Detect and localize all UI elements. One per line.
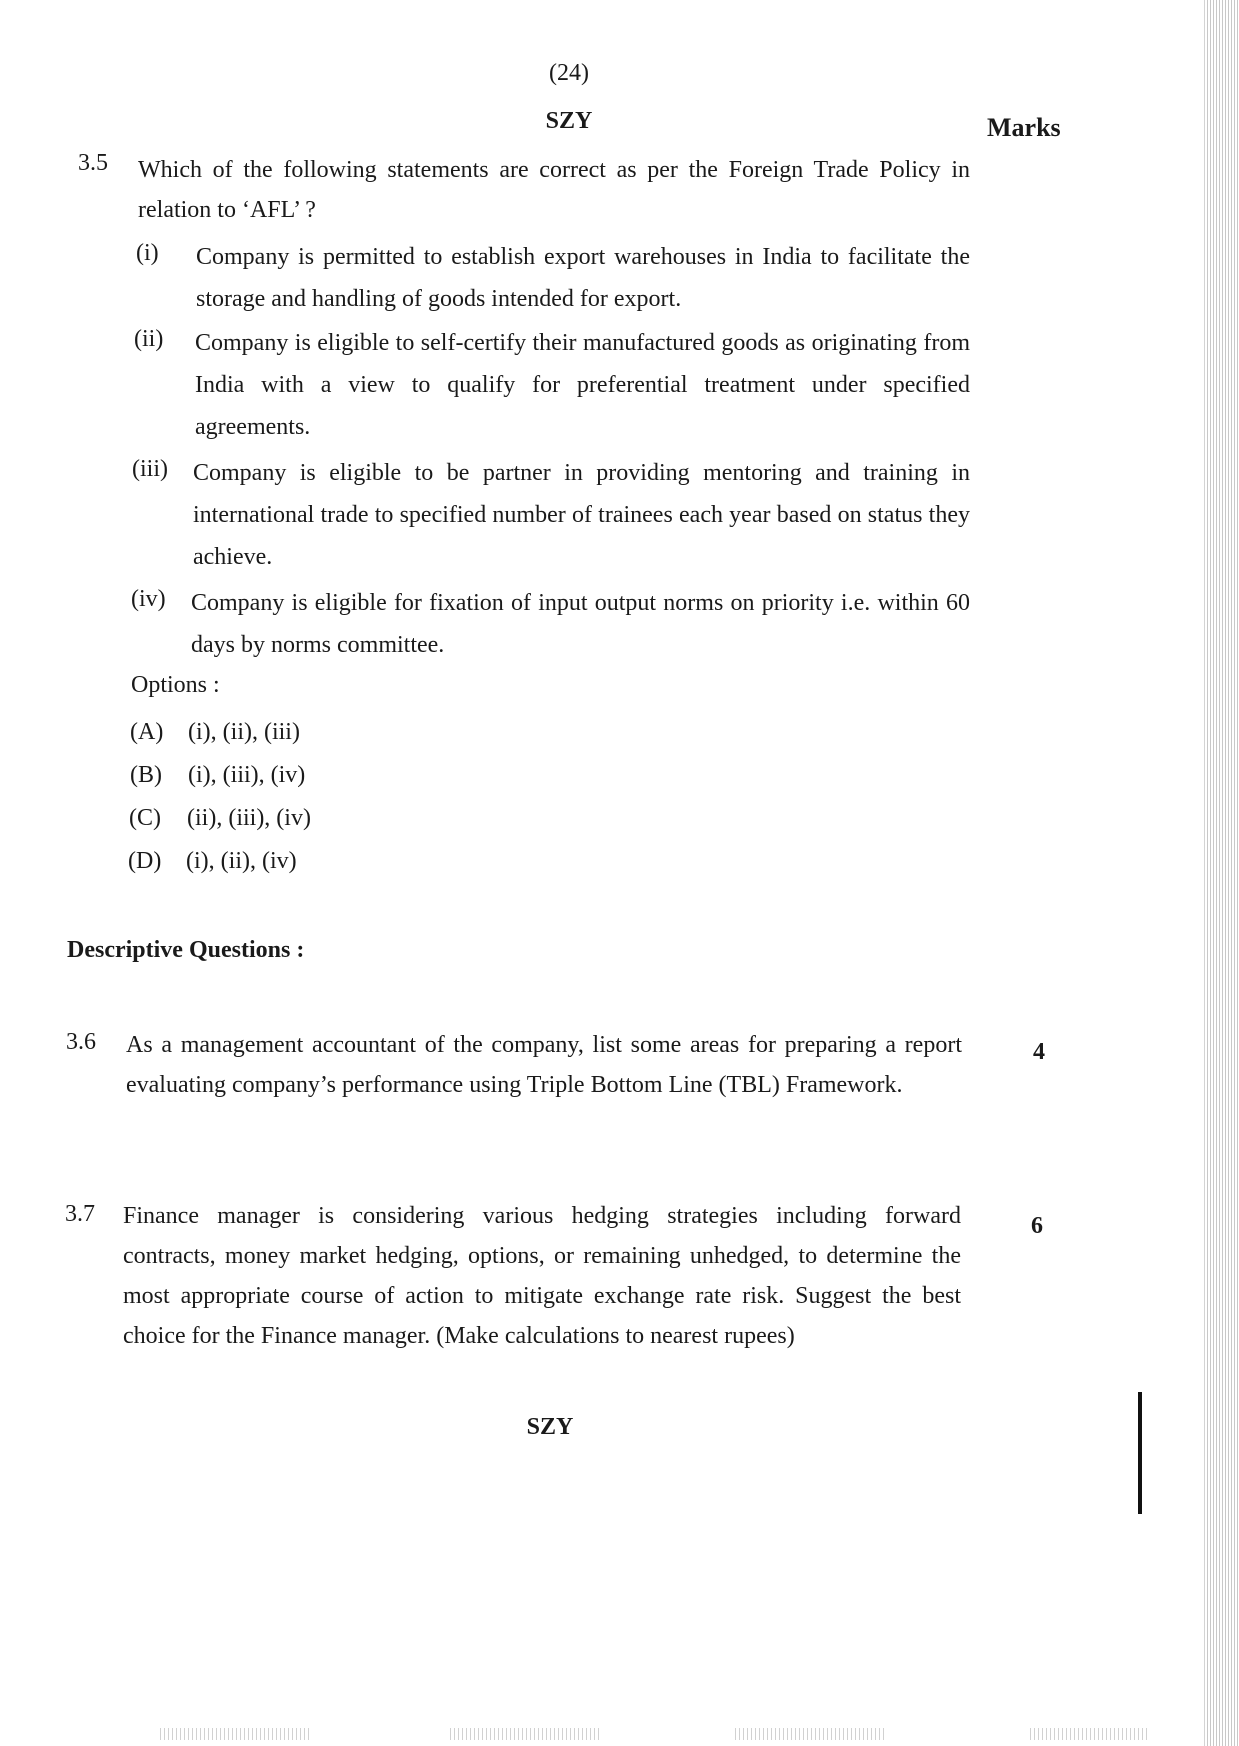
option-row <box>129 805 311 832</box>
option-row <box>128 848 297 875</box>
statement-label: (iii) <box>132 456 168 482</box>
descriptive-questions-heading: Descriptive Questions : <box>67 937 305 963</box>
option-letter: (C) <box>129 805 161 831</box>
paper-code-header: SZY <box>545 108 593 134</box>
scan-noise <box>450 1728 600 1740</box>
statement-label: (i) <box>136 240 159 266</box>
statement-text: Company is eligible to be partner in providing mentoring and training in international trade to specified number of trainees each year based on status they achieve. <box>193 460 970 570</box>
margin-bar <box>1138 1392 1142 1514</box>
scan-edge-line <box>1204 0 1205 1746</box>
scan-edge-stripe <box>1207 0 1239 1746</box>
option-letter: (A) <box>130 719 164 745</box>
statement-text: Company is eligible to self-certify their manufactured goods as originating from India with a view to qualify for preferential treatment under specified agreements. <box>195 330 970 440</box>
page-number: (24) <box>549 60 589 86</box>
scan-noise <box>160 1728 310 1740</box>
question-marks-3-7: 6 <box>1031 1213 1043 1239</box>
statement-text: Company is eligible for fixation of input output norms on priority i.e. within 60 days by norms committee. <box>191 590 970 658</box>
question-text-3-7: Finance manager is considering various hedging strategies including forward contracts, money market hedging, options, or remaining unhedged, to determine the most appropriate course of action to mitigate exchange rate risk. Suggest the best choice for the Finance manager. (Make calculations to nearest rupees) <box>123 1203 961 1349</box>
paper-code-footer: SZY <box>526 1414 574 1440</box>
option-row <box>130 719 300 746</box>
option-text: (i), (ii), (iv) <box>186 848 297 874</box>
question-text-3-6: As a management accountant of the company, list some areas for preparing a report evaluating company’s performance using Triple Bottom Line (TBL) Framework. <box>126 1032 962 1098</box>
question-number-3-6: 3.6 <box>66 1029 96 1055</box>
option-row <box>130 762 305 789</box>
statement-label: (iv) <box>131 586 166 612</box>
option-text: (i), (iii), (iv) <box>188 762 306 788</box>
scan-noise <box>1030 1728 1150 1740</box>
option-letter: (D) <box>128 848 162 874</box>
options-heading: Options : <box>131 672 220 698</box>
option-letter: (B) <box>130 762 162 788</box>
scan-noise <box>735 1728 885 1740</box>
question-text-3-5: Which of the following statements are correct as per the Foreign Trade Policy in relation to ‘AFL’ ? <box>138 157 970 223</box>
marks-column-heading: Marks <box>987 113 1061 142</box>
option-text: (i), (ii), (iii) <box>188 719 300 745</box>
question-number-3-7: 3.7 <box>65 1201 95 1227</box>
option-text: (ii), (iii), (iv) <box>187 805 311 831</box>
question-number-3-5: 3.5 <box>78 150 108 176</box>
statement-text: Company is permitted to establish export warehouses in India to facilitate the storage and handling of goods intended for export. <box>196 244 970 312</box>
question-marks-3-6: 4 <box>1033 1039 1045 1065</box>
statement-label: (ii) <box>134 326 164 352</box>
